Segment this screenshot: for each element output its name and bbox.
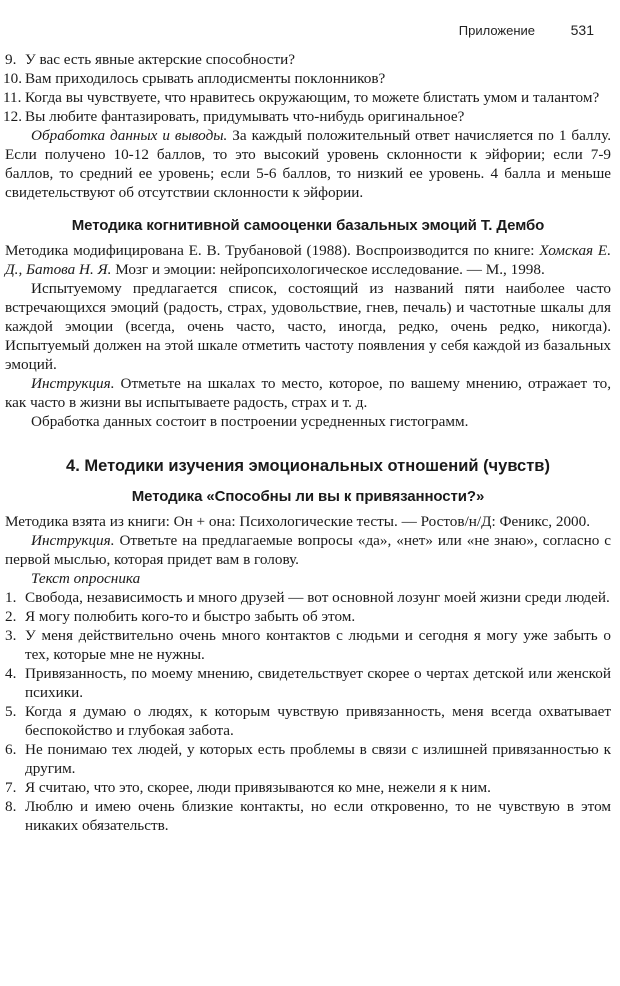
- item-number: 12.: [3, 108, 22, 125]
- list-item: [5, 88, 611, 107]
- list-item: [5, 69, 611, 88]
- list-item: [5, 702, 611, 740]
- attachment-instruction-text: Ответьте на предлагаемые вопросы «да», «нет» или «не знаю», согласно с первой мыслью, которая придет вам в голову.: [5, 532, 611, 568]
- list-item: [5, 107, 611, 126]
- dembo-source-authors: Хомская Е. Д., Батова Н. Я.: [5, 242, 611, 278]
- list-item: [5, 740, 611, 778]
- item-number: 4.: [5, 665, 17, 682]
- item-text: У меня действительно очень много контактов с людьми и сегодня я могу уже забыть о тех, которые мне не нужны.: [25, 627, 611, 663]
- section-title: Приложение: [458, 23, 536, 38]
- item-text: Привязанность, по моему мнению, свидетельствует скорее о чертах детской или женской психики.: [25, 665, 611, 701]
- attachment-instruction-label: Инструкция.: [31, 532, 115, 549]
- item-number: 11.: [3, 89, 22, 106]
- dembo-source: [5, 241, 611, 279]
- item-text: Свобода, независимость и много друзей — вот основной лозунг моей жизни среди людей.: [25, 589, 610, 606]
- questionnaire-label: Текст опросника: [31, 570, 141, 587]
- list-item: [5, 626, 611, 664]
- chapter-title: 4. Методики изучения эмоциональных отношений (чувств): [66, 457, 550, 475]
- dembo-instruction-label: Инструкция.: [31, 375, 115, 392]
- attachment-question-list: [5, 588, 611, 835]
- dembo-instruction-text: Отметьте на шкалах то место, которое, по вашему мнению, отражает то, как часто в жизни вы испытываете радость, страх и т. д.: [5, 375, 611, 411]
- item-number: 7.: [5, 779, 17, 796]
- item-text: Вы любите фантазировать, придумывать что-нибудь оригинальное?: [25, 108, 465, 125]
- dembo-method-title: Методика когнитивной самооценки базальных эмоций Т. Дембо: [71, 217, 545, 234]
- attachment-instruction: [5, 531, 611, 569]
- dembo-source-suffix: Мозг и эмоции: нейропсихологическое исследование. — М., 1998.: [111, 261, 545, 278]
- dembo-description: Испытуемому предлагается список, состоящий из названий пяти наиболее часто встречающихся эмоций (радость, страх, удовольствие, гнев, печаль) и частотные шкалы для каждой эмоции (всегда, очень часто, часто, иногда, редко, очень редко, никогда). Испытуемый должен на этой шкале отметить частоту появления у себя каждой из базальных эмоций.: [5, 280, 611, 373]
- item-number: 8.: [5, 798, 17, 815]
- page-number: 531: [570, 22, 594, 38]
- item-text: Я считаю, что это, скорее, люди привязываются ко мне, нежели я к ним.: [25, 779, 491, 796]
- item-text: Я могу полюбить кого-то и быстро забыть об этом.: [25, 608, 356, 625]
- list-item: [5, 50, 611, 69]
- item-number: 5.: [5, 703, 17, 720]
- running-header: [459, 22, 594, 38]
- item-number: 10.: [3, 70, 22, 87]
- page-content: [5, 50, 611, 835]
- attachment-method-title: Методика «Способны ли вы к привязанности?»: [131, 488, 485, 505]
- item-text: Люблю и имею очень близкие контакты, но если откровенно, то не чувствую в этом никаких обязательств.: [25, 798, 611, 834]
- processing-label: Обработка данных и выводы.: [31, 127, 228, 144]
- item-text: Вам приходилось срывать аплодисменты поклонников?: [25, 70, 386, 87]
- dembo-processing: Обработка данных состоит в построении усредненных гистограмм.: [31, 413, 469, 430]
- item-number: 3.: [5, 627, 17, 644]
- intro-question-list: [5, 50, 611, 126]
- attachment-source: Методика взята из книги: Он + она: Психологические тесты. — Ростов/н/Д: Феникс, 2000.: [5, 513, 591, 530]
- item-text: Не понимаю тех людей, у которых есть проблемы в связи с излишней привязанностью к другим.: [25, 741, 611, 777]
- dembo-instruction: [5, 374, 611, 412]
- item-text: Когда я думаю о людях, к которым чувствую привязанность, меня всегда охватывает беспокойство и глубокая забота.: [25, 703, 611, 739]
- item-number: 6.: [5, 741, 17, 758]
- processing-text: За каждый положительный ответ начисляется по 1 баллу. Если получено 10-12 баллов, то это высокий уровень склонности к эйфории; если 7-9 баллов, то средний ее уровень; если 5-6 баллов, то низкий ее уровень. 4 балла и меньше свидетельствуют об отсутствии склонности к эйфории.: [5, 127, 611, 201]
- list-item: [5, 797, 611, 835]
- dembo-source-prefix: Методика модифицирована Е. В. Трубановой (1988). Воспроизводится по книге:: [5, 242, 540, 259]
- list-item: [5, 664, 611, 702]
- item-text: Когда вы чувствуете, что нравитесь окружающим, то можете блистать умом и талантом?: [25, 89, 600, 106]
- list-item: [5, 778, 611, 797]
- item-number: 2.: [5, 608, 17, 625]
- item-text: У вас есть явные актерские способности?: [25, 51, 295, 68]
- processing-paragraph: [5, 126, 611, 202]
- item-number: 1.: [5, 589, 17, 606]
- item-number: 9.: [5, 51, 17, 68]
- list-item: [5, 607, 611, 626]
- list-item: [5, 588, 611, 607]
